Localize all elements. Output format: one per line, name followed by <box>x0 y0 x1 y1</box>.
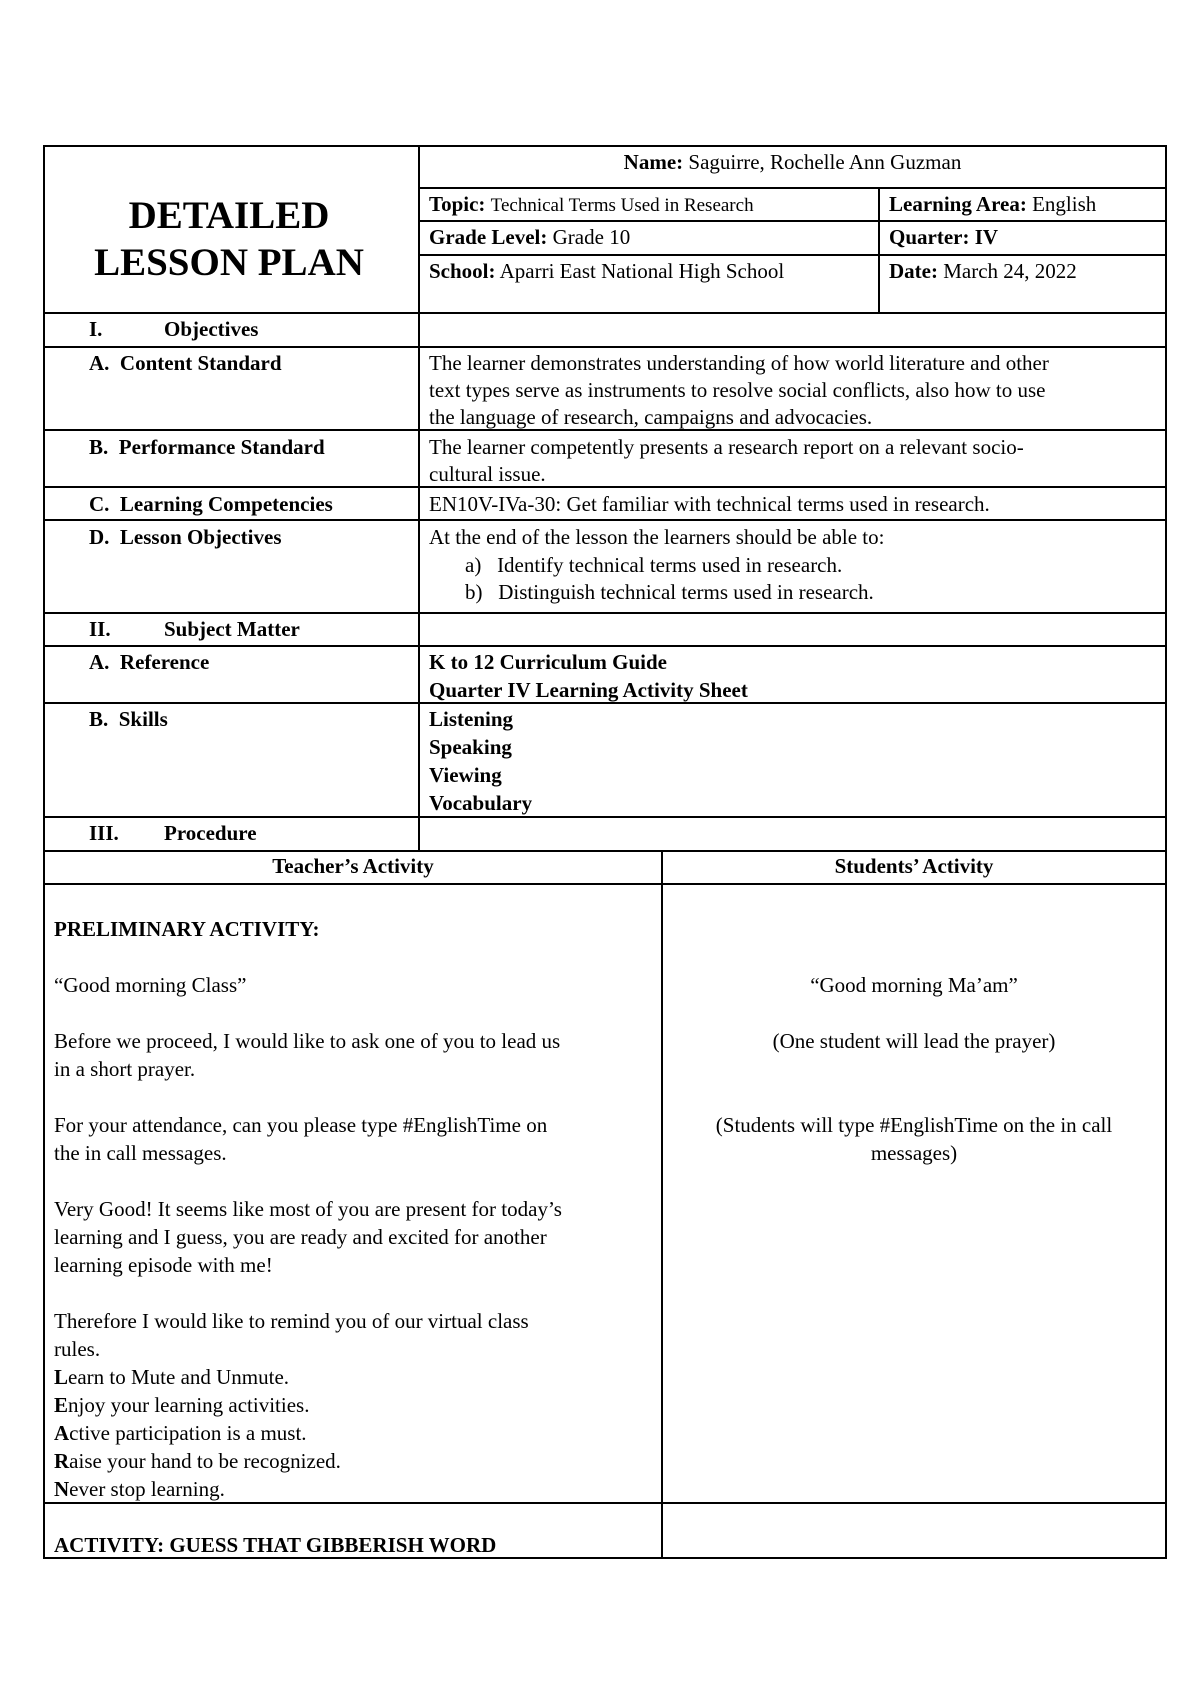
rule <box>43 612 1167 614</box>
teacher-line: the in call messages. <box>54 1141 227 1165</box>
quarter-cell <box>889 223 998 251</box>
text-line: the language of research, campaigns and advocacies. <box>429 405 873 429</box>
rule <box>418 254 1167 256</box>
skill-item: Vocabulary <box>429 791 533 815</box>
teacher-line: in a short prayer. <box>54 1057 196 1081</box>
school-cell <box>429 257 784 285</box>
student-prayer: (One student will lead the prayer) <box>772 1029 1056 1053</box>
rule-item <box>54 1475 225 1503</box>
learning-competencies-value: EN10V-IVa-30: Get familiar with technical terms used in research. <box>429 492 990 516</box>
teacher-greeting: “Good morning Class” <box>54 973 247 997</box>
name-value: Saguirre, Rochelle Ann Guzman <box>688 150 962 174</box>
student-line: messages) <box>870 1141 958 1165</box>
teacher-activity-header: Teacher’s Activity <box>272 854 434 878</box>
date-label: Date: <box>889 259 938 283</box>
subject-matter-heading: Subject Matter <box>164 617 300 641</box>
text-line: The learner demonstrates understanding of how world literature and other <box>429 351 1049 375</box>
name-cell <box>420 148 1165 176</box>
rule <box>43 816 1167 818</box>
preliminary-activity-heading: PRELIMINARY ACTIVITY: <box>54 917 320 941</box>
quarter-value: IV <box>974 225 999 249</box>
rule-item <box>54 1391 309 1419</box>
lesson-objectives-label: D. Lesson Objectives <box>89 525 282 549</box>
teacher-line: Very Good! It seems like most of you are present for today’s <box>54 1197 562 1221</box>
rule-initial: N <box>54 1477 70 1501</box>
skill-item: Listening <box>429 707 514 731</box>
objectives-heading: Objectives <box>164 317 259 341</box>
header-subdivider <box>878 187 880 314</box>
skill-item: Speaking <box>429 735 512 759</box>
rule <box>43 645 1167 647</box>
quarter-label: Quarter: <box>889 225 970 249</box>
rule <box>418 187 1167 189</box>
rule-initial: R <box>54 1449 70 1473</box>
teacher-line: Therefore I would like to remind you of our virtual class <box>54 1309 529 1333</box>
teacher-line: Before we proceed, I would like to ask one of you to lead us <box>54 1029 561 1053</box>
topic-cell <box>429 190 754 220</box>
learning-area-cell <box>889 190 1096 218</box>
skills-label: B. Skills <box>89 707 168 731</box>
grade-cell <box>429 223 630 251</box>
header-divider <box>418 145 420 852</box>
performance-standard-label: B. Performance Standard <box>89 435 325 459</box>
rule-text: ever stop learning. <box>69 1477 225 1501</box>
reference-item: Quarter IV Learning Activity Sheet <box>429 678 748 702</box>
student-line: (Students will type #EnglishTime on the in call <box>715 1113 1113 1137</box>
rule-item <box>54 1447 341 1475</box>
lesson-objective-item: b) Distinguish technical terms used in research. <box>465 580 874 604</box>
activity-heading: ACTIVITY: GUESS THAT GIBBERISH WORD <box>54 1533 497 1557</box>
date-cell <box>889 257 1077 285</box>
rule <box>43 883 1167 885</box>
text-line: cultural issue. <box>429 462 546 486</box>
rule <box>43 486 1167 488</box>
subject-matter-number: II. <box>89 617 111 641</box>
school-label: School: <box>429 259 496 283</box>
teacher-line: learning and I guess, you are ready and excited for another <box>54 1225 547 1249</box>
grade-label: Grade Level: <box>429 225 548 249</box>
teacher-line: learning episode with me! <box>54 1253 273 1277</box>
procedure-heading: Procedure <box>164 821 257 845</box>
topic-label: Topic: <box>429 192 486 216</box>
rule-item <box>54 1363 289 1391</box>
name-label: Name: <box>623 150 684 174</box>
students-activity-header: Students’ Activity <box>834 854 994 878</box>
grade-value: Grade 10 <box>552 225 631 249</box>
lesson-objective-item: a) Identify technical terms used in research. <box>465 553 843 577</box>
skill-item: Viewing <box>429 763 502 787</box>
lesson-objectives-intro: At the end of the lesson the learners should be able to: <box>429 525 885 549</box>
text-line: The learner competently presents a research report on a relevant socio- <box>429 435 1024 459</box>
rule-initial: A <box>54 1421 70 1445</box>
procedure-number: III. <box>89 821 119 845</box>
title-line: LESSON PLAN <box>94 241 364 284</box>
rule <box>43 312 1167 314</box>
rule-initial: E <box>54 1393 69 1417</box>
date-value: March 24, 2022 <box>943 259 1077 283</box>
rule-initial: L <box>54 1365 69 1389</box>
reference-label: A. Reference <box>89 650 210 674</box>
rule-text: earn to Mute and Unmute. <box>68 1365 290 1389</box>
learning-area-label: Learning Area: <box>889 192 1027 216</box>
rule <box>43 346 1167 348</box>
teacher-line: rules. <box>54 1337 101 1361</box>
reference-item: K to 12 Curriculum Guide <box>429 650 668 674</box>
rule <box>418 220 1167 222</box>
teacher-line: For your attendance, can you please type #EnglishTime on <box>54 1113 548 1137</box>
rule <box>43 519 1167 521</box>
rule-text: aise your hand to be recognized. <box>69 1449 341 1473</box>
content-standard-label: A. Content Standard <box>89 351 282 375</box>
objectives-number: I. <box>89 317 103 341</box>
title-line: DETAILED <box>128 194 330 237</box>
rule-text: njoy your learning activities. <box>68 1393 310 1417</box>
text-line: text types serve as instruments to resolve social conflicts, also how to use <box>429 378 1046 402</box>
learning-competencies-label: C. Learning Competencies <box>89 492 333 516</box>
document-title <box>44 192 414 286</box>
topic-value: Technical Terms Used in Research <box>490 195 754 216</box>
student-greeting: “Good morning Ma’am” <box>810 973 1018 997</box>
rule-item <box>54 1419 307 1447</box>
rule-text: ctive participation is a must. <box>69 1421 307 1445</box>
procedure-divider <box>661 850 663 1559</box>
school-value: Aparri East National High School <box>499 259 785 283</box>
learning-area-value: English <box>1032 192 1097 216</box>
